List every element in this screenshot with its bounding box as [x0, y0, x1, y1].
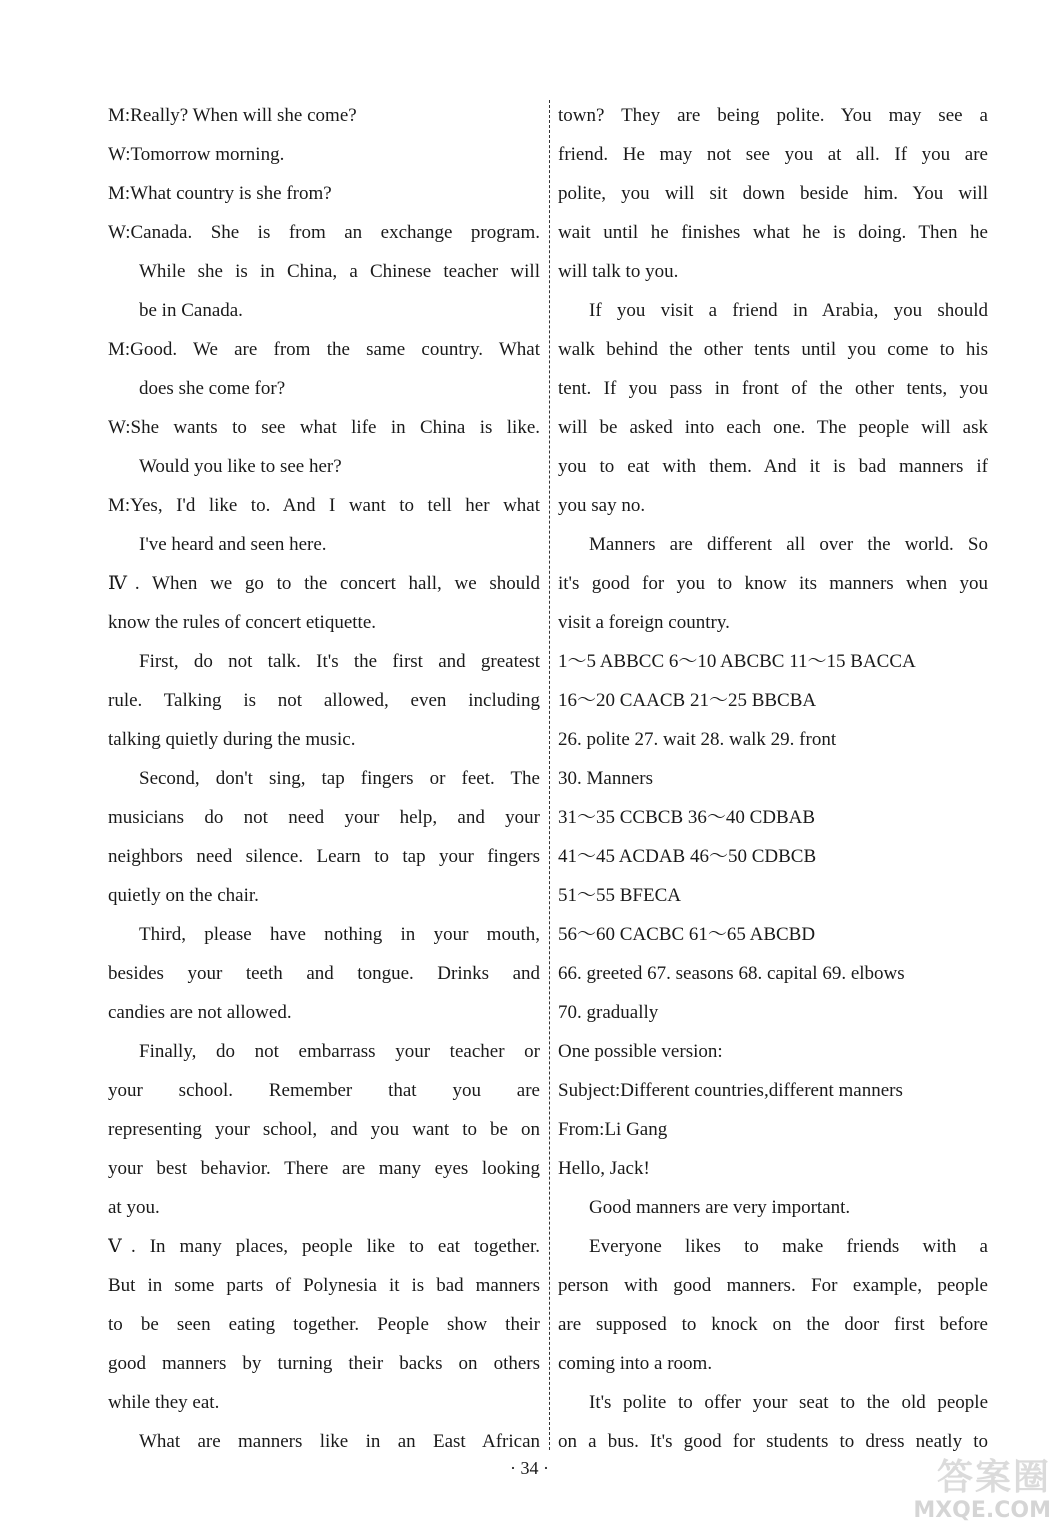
left-column-line: be in Canada.: [139, 300, 243, 321]
left-column-line: But in some parts of Polynesia it is bad manners: [108, 1275, 540, 1296]
right-column-line: visit a foreign country.: [558, 612, 730, 633]
left-column-line: While she is in China, a Chinese teacher will: [139, 261, 540, 282]
right-column-line: Hello, Jack!: [558, 1158, 650, 1179]
right-column: [558, 96, 988, 1461]
left-column-line: to be seen eating together. People show their: [108, 1314, 540, 1335]
right-column-line: 16～20 CAACB 21～25 BBCBA: [558, 690, 817, 711]
left-column-line: What are manners like in an East African: [139, 1431, 540, 1452]
left-column-line: Finally, do not embarrass your teacher or: [139, 1041, 540, 1062]
left-column-line: does she come for?: [139, 378, 286, 399]
left-column-line: good manners by turning their backs on others: [108, 1353, 540, 1374]
right-column-line: 70. gradually: [558, 1002, 659, 1023]
left-column-line: I've heard and seen here.: [139, 534, 327, 555]
left-column-line: neighbors need silence. Learn to tap your fingers: [108, 846, 540, 867]
right-column-line: 66. greeted 67. seasons 68. capital 69. elbows: [558, 963, 905, 984]
left-column-line: M:What country is she from?: [108, 183, 332, 204]
right-column-line: you say no.: [558, 495, 646, 516]
left-column-line: W:She wants to see what life in China is like.: [108, 417, 540, 438]
left-column: [108, 96, 540, 1461]
watermark-logo: [901, 1458, 1051, 1530]
left-column-line: M:Yes, I'd like to. And I want to tell her what: [108, 495, 540, 516]
right-column-line: Manners are different all over the world. So: [589, 534, 988, 555]
right-column-line: are supposed to knock on the door first before: [558, 1314, 988, 1335]
right-column-line: tent. If you pass in front of the other tents, you: [558, 378, 988, 399]
left-column-line: M:Really? When will she come?: [108, 105, 357, 126]
left-column-line: at you.: [108, 1197, 160, 1218]
right-column-line: walk behind the other tents until you come to his: [558, 339, 988, 360]
right-column-line: From:Li Gang: [558, 1119, 668, 1140]
right-column-line: person with good manners. For example, people: [558, 1275, 988, 1296]
page-number: · 34 ·: [510, 1458, 549, 1478]
right-column-line: It's polite to offer your seat to the old people: [589, 1392, 988, 1413]
right-column-line: on a bus. It's good for students to dress neatly to: [558, 1431, 988, 1452]
left-column-line: Third, please have nothing in your mouth,: [139, 924, 540, 945]
left-column-line: know the rules of concert etiquette.: [108, 612, 377, 633]
right-column-line: 56～60 CACBC 61～65 ABCBD: [558, 924, 816, 945]
right-column-line: will talk to you.: [558, 261, 679, 282]
left-column-line: representing your school, and you want to be on: [108, 1119, 540, 1140]
right-column-line: 30. Manners: [558, 768, 653, 789]
column-divider: [549, 100, 550, 1450]
right-column-line: Good manners are very important.: [589, 1197, 851, 1218]
left-column-line: Ⅳ. When we go to the concert hall, we should: [108, 573, 540, 594]
left-column-line: besides your teeth and tongue. Drinks and: [108, 963, 540, 984]
right-column-line: Subject:Different countries,different manners: [558, 1080, 903, 1101]
left-column-line: your school. Remember that you are: [108, 1080, 540, 1101]
left-column-line: candies are not allowed.: [108, 1002, 292, 1023]
right-column-line: One possible version:: [558, 1041, 723, 1062]
left-column-line: Second, don't sing, tap fingers or feet. The: [139, 768, 540, 789]
left-column-line: your best behavior. There are many eyes looking: [108, 1158, 540, 1179]
left-column-line: quietly on the chair.: [108, 885, 259, 906]
left-column-line: talking quietly during the music.: [108, 729, 356, 750]
left-column-line: M:Good. We are from the same country. What: [108, 339, 540, 360]
right-column-line: friend. He may not see you at all. If you are: [558, 144, 988, 165]
right-column-line: will be asked into each one. The people will ask: [558, 417, 988, 438]
right-column-line: you to eat with them. And it is bad manners if: [558, 456, 988, 477]
left-column-line: Would you like to see her?: [139, 456, 342, 477]
left-column-line: W:Tomorrow morning.: [108, 144, 285, 165]
watermark-text-bottom: MXQE.COM: [913, 1498, 1051, 1523]
right-column-line: 51～55 BFECA: [558, 885, 681, 906]
right-column-line: 26. polite 27. wait 28. walk 29. front: [558, 729, 837, 750]
right-column-line: 41～45 ACDAB 46～50 CDBCB: [558, 846, 817, 867]
right-column-line: coming into a room.: [558, 1353, 713, 1374]
right-column-line: wait until he finishes what he is doing. Then he: [558, 222, 988, 243]
left-column-line: W:Canada. She is from an exchange program.: [108, 222, 540, 243]
right-column-line: polite, you will sit down beside him. You will: [558, 183, 988, 204]
right-column-line: it's good for you to know its manners when you: [558, 573, 988, 594]
left-column-line: Ⅴ. In many places, people like to eat together.: [108, 1236, 540, 1257]
right-column-line: town? They are being polite. You may see a: [558, 105, 988, 126]
left-column-line: musicians do not need your help, and your: [108, 807, 540, 828]
left-column-line: rule. Talking is not allowed, even including: [108, 690, 540, 711]
left-column-line: First, do not talk. It's the first and greatest: [139, 651, 540, 672]
watermark-text-top: 答案圈: [936, 1457, 1051, 1498]
right-column-line: If you visit a friend in Arabia, you should: [589, 300, 988, 321]
left-column-line: while they eat.: [108, 1392, 220, 1413]
right-column-line: 31～35 CCBCB 36～40 CDBAB: [558, 807, 816, 828]
right-column-line: 1～5 ABBCC 6～10 ABCBC 11～15 BACCA: [558, 651, 916, 672]
right-column-line: Everyone likes to make friends with a: [589, 1236, 988, 1257]
